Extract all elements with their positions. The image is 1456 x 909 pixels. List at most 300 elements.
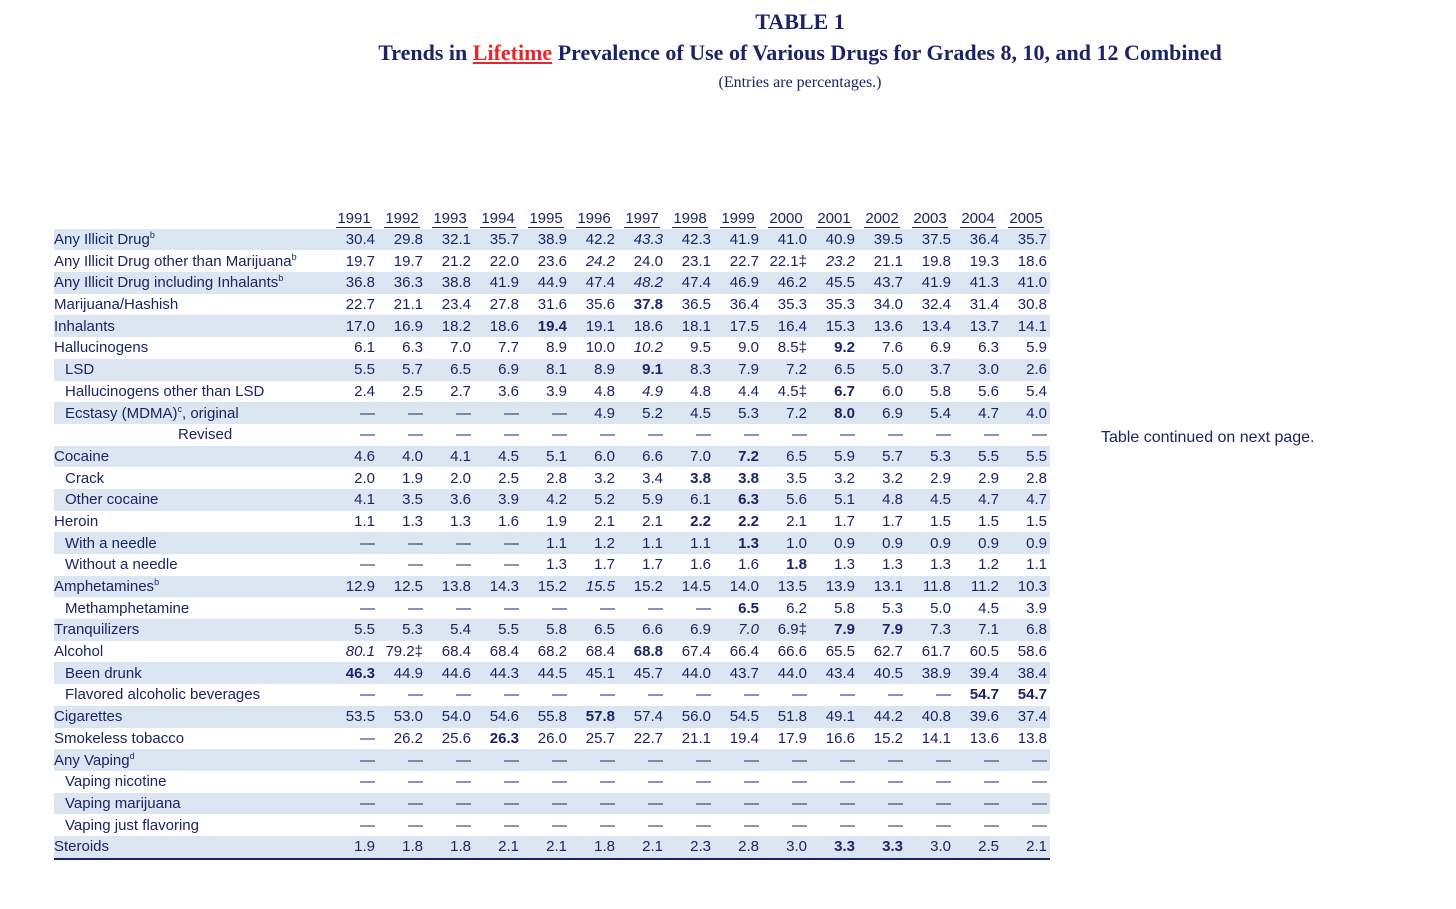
value-cell: 6.5 — [570, 619, 618, 641]
value-cell: — — [744, 426, 759, 444]
value-cell: 2.9 — [930, 469, 951, 487]
year-header — [1002, 207, 1050, 229]
value-cell: 0.9 — [906, 532, 954, 554]
value-cell: 54.7 — [1017, 686, 1047, 704]
value-cell: — — [888, 686, 903, 704]
value-cell: 5.5 — [330, 359, 378, 381]
row-label-text: Cocaine — [54, 447, 110, 465]
value-cell: 8.3 — [666, 359, 714, 381]
value-cell: 13.8 — [426, 576, 474, 598]
value-cell: 23.1 — [681, 252, 711, 270]
value-cell: — — [504, 686, 519, 704]
value-cell: 23.2 — [825, 252, 855, 270]
value-cell: 2.1 — [618, 836, 666, 859]
value-cell: 3.2 — [594, 469, 615, 487]
value-cell: 37.4 — [1002, 706, 1050, 728]
value-cell: 4.5‡ — [777, 382, 807, 400]
value-cell: 3.2 — [834, 469, 855, 487]
value-cell: 1.8 — [426, 836, 474, 859]
row-label-text: Any Illicit Drug — [54, 231, 150, 249]
year-label: 2001 — [817, 209, 851, 227]
value-cell: 35.7 — [474, 229, 522, 251]
value-cell: — — [456, 686, 471, 704]
row-label-text: Alcohol — [54, 643, 104, 661]
table-title — [300, 36, 1300, 70]
value-cell: 68.4 — [585, 643, 615, 661]
footnote-marker: c — [177, 403, 182, 414]
row-label-text: Revised — [178, 426, 233, 444]
value-cell: 5.8 — [930, 382, 951, 400]
value-cell: — — [600, 599, 615, 617]
row-label — [54, 749, 330, 771]
value-cell: 41.0 — [762, 229, 810, 251]
value-cell: 36.3 — [378, 272, 426, 294]
value-cell: 19.3 — [969, 252, 999, 270]
value-cell: 2.1 — [642, 512, 663, 530]
value-cell: — — [456, 599, 471, 617]
value-cell: — — [378, 402, 426, 424]
row-label — [54, 728, 330, 750]
value-cell: 41.9 — [714, 229, 762, 251]
value-cell: — — [456, 556, 471, 574]
row-label-text: Amphetamines — [54, 578, 155, 596]
prevalence-table — [54, 207, 1050, 860]
value-cell: 0.9 — [810, 532, 858, 554]
value-cell: 1.1 — [522, 532, 570, 554]
value-cell: 8.9 — [546, 339, 567, 357]
year-label: 2002 — [865, 209, 899, 227]
value-cell: 4.8 — [594, 382, 615, 400]
value-cell: 1.7 — [882, 512, 903, 530]
value-cell: — — [858, 793, 906, 815]
value-cell: 54.5 — [714, 706, 762, 728]
value-cell: — — [618, 793, 666, 815]
value-cell: 6.5 — [426, 359, 474, 381]
value-cell: 1.3 — [714, 532, 762, 554]
value-cell: 2.3 — [666, 836, 714, 859]
value-cell: 54.6 — [474, 706, 522, 728]
value-cell: — — [426, 532, 474, 554]
table-row — [54, 662, 1050, 684]
value-cell: 14.1 — [1002, 315, 1050, 337]
value-cell: 1.3 — [450, 512, 471, 530]
value-cell: 21.2 — [441, 252, 471, 270]
table-row — [54, 250, 1050, 272]
value-cell: 14.0 — [714, 576, 762, 598]
row-label — [54, 359, 330, 381]
value-cell: 66.6 — [777, 643, 807, 661]
value-cell: 1.3 — [882, 556, 903, 574]
table-row — [54, 684, 1050, 706]
value-cell: 4.7 — [1002, 489, 1050, 511]
value-cell: 19.8 — [921, 252, 951, 270]
value-cell: 2.8 — [546, 469, 567, 487]
row-label — [54, 619, 330, 641]
value-cell: 4.7 — [954, 402, 1002, 424]
value-cell: 6.9‡ — [762, 619, 810, 641]
value-cell: 35.3 — [825, 296, 855, 314]
table-row — [54, 749, 1050, 771]
table-row — [54, 532, 1050, 554]
table-row — [54, 511, 1050, 533]
value-cell: 2.5 — [402, 382, 423, 400]
value-cell: 1.8 — [378, 836, 426, 859]
year-header — [378, 207, 426, 229]
value-cell: — — [552, 816, 567, 834]
row-label-suffix: , original — [182, 404, 239, 422]
row-label-text: Hallucinogens other than LSD — [65, 382, 265, 400]
value-cell: 14.5 — [666, 576, 714, 598]
row-label — [54, 597, 330, 619]
row-label-text: Hallucinogens — [54, 339, 149, 357]
value-cell: 15.2 — [873, 729, 903, 747]
year-label: 1997 — [625, 209, 659, 227]
value-cell: — — [456, 816, 471, 834]
value-cell: — — [648, 773, 663, 791]
value-cell: 7.3 — [906, 619, 954, 641]
value-cell: 7.0 — [450, 339, 471, 357]
value-cell: 3.5 — [378, 489, 426, 511]
table-row — [54, 554, 1050, 576]
value-cell: 5.8 — [522, 619, 570, 641]
value-cell: 0.9 — [1002, 532, 1050, 554]
year-header — [618, 207, 666, 229]
value-cell: 6.7 — [834, 382, 855, 400]
row-label — [54, 424, 330, 446]
value-cell: 32.1 — [426, 229, 474, 251]
value-cell: — — [744, 773, 759, 791]
year-header — [474, 207, 522, 229]
value-cell: 2.4 — [354, 382, 375, 400]
value-cell: 18.6 — [1017, 252, 1047, 270]
value-cell: 1.3 — [930, 556, 951, 574]
footnote-marker: b — [149, 230, 155, 241]
year-header — [954, 207, 1002, 229]
value-cell: — — [504, 426, 519, 444]
value-cell: 39.5 — [858, 229, 906, 251]
value-cell: 36.4 — [729, 296, 759, 314]
value-cell: 7.1 — [954, 619, 1002, 641]
value-cell: — — [696, 773, 711, 791]
value-cell: 61.7 — [921, 643, 951, 661]
value-cell: 2.5 — [954, 836, 1002, 859]
value-cell: — — [666, 749, 714, 771]
value-cell: — — [666, 793, 714, 815]
table-row — [54, 728, 1050, 750]
value-cell: 68.4 — [441, 643, 471, 661]
value-cell: 1.9 — [546, 512, 567, 530]
value-cell: 25.6 — [441, 729, 471, 747]
value-cell: 22.1‡ — [769, 252, 807, 270]
value-cell: 1.8 — [570, 836, 618, 859]
value-cell: 1.7 — [594, 556, 615, 574]
value-cell: 31.6 — [537, 296, 567, 314]
value-cell: 62.7 — [873, 643, 903, 661]
value-cell: 7.2 — [762, 359, 810, 381]
row-label-text: Crack — [65, 469, 105, 487]
value-cell: 1.5 — [1026, 512, 1047, 530]
value-cell: 57.8 — [570, 706, 618, 728]
value-cell: 46.9 — [714, 272, 762, 294]
value-cell: 42.2 — [570, 229, 618, 251]
value-cell: 18.1 — [666, 315, 714, 337]
value-cell: 54.0 — [426, 706, 474, 728]
value-cell: 6.6 — [618, 446, 666, 468]
value-cell: 1.2 — [978, 556, 999, 574]
value-cell: — — [474, 402, 522, 424]
value-cell: 13.5 — [762, 576, 810, 598]
value-cell: 5.6 — [978, 382, 999, 400]
value-cell: 2.2 — [690, 512, 711, 530]
value-cell: 4.6 — [330, 446, 378, 468]
row-label-text: Vaping nicotine — [65, 773, 167, 791]
value-cell: 6.0 — [882, 382, 903, 400]
value-cell: — — [600, 773, 615, 791]
row-label — [54, 706, 330, 728]
table-body — [54, 229, 1050, 859]
value-cell: 5.4 — [1026, 382, 1047, 400]
value-cell: 8.0 — [810, 402, 858, 424]
value-cell: 3.7 — [906, 359, 954, 381]
value-cell: 6.1 — [666, 489, 714, 511]
value-cell: 17.9 — [777, 729, 807, 747]
value-cell: 25.7 — [585, 729, 615, 747]
value-cell: 68.4 — [489, 643, 519, 661]
value-cell: 80.1 — [345, 643, 375, 661]
value-cell: 3.8 — [690, 469, 711, 487]
value-cell: 5.3 — [906, 446, 954, 468]
value-cell: 43.7 — [858, 272, 906, 294]
value-cell: 30.4 — [330, 229, 378, 251]
value-cell: 6.3 — [402, 339, 423, 357]
value-cell: 2.0 — [354, 469, 375, 487]
value-cell: 47.4 — [666, 272, 714, 294]
value-cell: 36.4 — [954, 229, 1002, 251]
footnote-marker: b — [291, 251, 297, 262]
value-cell: 15.5 — [570, 576, 618, 598]
value-cell: 46.2 — [762, 272, 810, 294]
table-row — [54, 814, 1050, 836]
year-header — [762, 207, 810, 229]
value-cell: 31.4 — [969, 296, 999, 314]
row-label — [54, 467, 330, 489]
value-cell: 3.6 — [426, 489, 474, 511]
value-cell: — — [408, 686, 423, 704]
value-cell: 5.3 — [714, 402, 762, 424]
value-cell: 5.8 — [834, 599, 855, 617]
value-cell: 9.1 — [618, 359, 666, 381]
row-label — [54, 836, 330, 859]
value-cell: — — [984, 773, 999, 791]
value-cell: — — [600, 816, 615, 834]
value-cell: — — [792, 773, 807, 791]
value-cell: 21.1 — [681, 729, 711, 747]
value-cell: 9.2 — [834, 339, 855, 357]
year-label: 1994 — [481, 209, 515, 227]
value-cell: 79.2‡ — [385, 643, 423, 661]
value-cell: — — [456, 773, 471, 791]
table-subtitle: (Entries are percentages.) — [718, 74, 882, 91]
table-row — [54, 446, 1050, 468]
title-prefix: Trends in — [378, 40, 473, 65]
value-cell: 43.4 — [810, 662, 858, 684]
value-cell: 3.0 — [762, 836, 810, 859]
value-cell: 1.1 — [618, 532, 666, 554]
value-cell: 14.1 — [921, 729, 951, 747]
value-cell: 1.5 — [930, 512, 951, 530]
value-cell: 40.5 — [858, 662, 906, 684]
table-row — [54, 359, 1050, 381]
year-label: 1996 — [577, 209, 611, 227]
value-cell: 2.1 — [594, 512, 615, 530]
value-cell: 14.3 — [474, 576, 522, 598]
value-cell: 2.1 — [1002, 836, 1050, 859]
value-cell: — — [618, 749, 666, 771]
table-row — [54, 597, 1050, 619]
row-label-text: LSD — [65, 361, 95, 379]
value-cell: 24.2 — [585, 252, 615, 270]
value-cell: — — [408, 816, 423, 834]
value-cell: — — [954, 749, 1002, 771]
value-cell: 37.8 — [633, 296, 663, 314]
row-label — [54, 684, 330, 706]
table-row — [54, 424, 1050, 446]
value-cell: 2.1 — [522, 836, 570, 859]
value-cell: — — [522, 402, 570, 424]
row-label-text: Ecstasy (MDMA) — [65, 404, 178, 422]
value-cell: 2.0 — [450, 469, 471, 487]
value-cell: 26.3 — [489, 729, 519, 747]
value-cell: — — [330, 402, 378, 424]
value-cell: 41.3 — [954, 272, 1002, 294]
row-label-text: Been drunk — [65, 664, 142, 682]
value-cell: 7.9 — [714, 359, 762, 381]
value-cell: 13.8 — [1017, 729, 1047, 747]
row-label — [54, 250, 330, 272]
value-cell: 3.0 — [954, 359, 1002, 381]
value-cell: 5.0 — [930, 599, 951, 617]
value-cell: 41.9 — [906, 272, 954, 294]
row-label — [54, 532, 330, 554]
value-cell: — — [648, 599, 663, 617]
value-cell: 10.0 — [585, 339, 615, 357]
table-row — [54, 229, 1050, 251]
value-cell: 65.5 — [825, 643, 855, 661]
footnote-marker: d — [129, 750, 135, 761]
value-cell: 30.8 — [1017, 296, 1047, 314]
value-cell: 34.0 — [873, 296, 903, 314]
row-label-text: Without a needle — [65, 556, 178, 574]
value-cell: 10.3 — [1002, 576, 1050, 598]
value-cell: 32.4 — [921, 296, 951, 314]
value-cell: 6.3 — [978, 339, 999, 357]
value-cell: 17.5 — [714, 315, 762, 337]
value-cell: — — [792, 426, 807, 444]
value-cell: 7.9 — [858, 619, 906, 641]
value-cell: — — [474, 749, 522, 771]
value-cell: — — [840, 816, 855, 834]
value-cell: 11.2 — [954, 576, 1002, 598]
year-header — [426, 207, 474, 229]
value-cell: — — [360, 426, 375, 444]
value-cell: 55.8 — [522, 706, 570, 728]
value-cell: 66.4 — [729, 643, 759, 661]
value-cell: — — [792, 816, 807, 834]
value-cell: — — [936, 773, 951, 791]
value-cell: 1.7 — [834, 512, 855, 530]
value-cell: 67.4 — [681, 643, 711, 661]
value-cell: 13.6 — [858, 315, 906, 337]
value-cell: 48.2 — [618, 272, 666, 294]
value-cell: — — [936, 426, 951, 444]
table-row — [54, 576, 1050, 598]
value-cell: — — [426, 402, 474, 424]
value-cell: 16.4 — [762, 315, 810, 337]
value-cell: 7.0 — [714, 619, 762, 641]
table-row — [54, 337, 1050, 359]
value-cell: 19.7 — [345, 252, 375, 270]
value-cell: 38.9 — [906, 662, 954, 684]
value-cell: — — [522, 749, 570, 771]
value-cell: 1.0 — [762, 532, 810, 554]
table-row — [54, 706, 1050, 728]
title-suffix: Prevalence of Use of Various Drugs for Grades 8, 10, and 12 Combined — [552, 40, 1222, 65]
value-cell: — — [714, 749, 762, 771]
value-cell: 3.5 — [786, 469, 807, 487]
value-cell: — — [762, 793, 810, 815]
value-cell: — — [648, 816, 663, 834]
value-cell: — — [360, 729, 375, 747]
value-cell: — — [936, 816, 951, 834]
value-cell: 13.7 — [954, 315, 1002, 337]
value-cell: 6.5 — [762, 446, 810, 468]
value-cell: 1.3 — [834, 556, 855, 574]
table-row — [54, 836, 1050, 859]
value-cell: 7.9 — [810, 619, 858, 641]
table-row — [54, 272, 1050, 294]
row-label — [54, 576, 330, 598]
table-row — [54, 315, 1050, 337]
value-cell: 3.9 — [1026, 599, 1047, 617]
value-cell: 6.5 — [738, 599, 759, 617]
value-cell: 4.8 — [858, 489, 906, 511]
value-cell: 2.8 — [1026, 469, 1047, 487]
value-cell: — — [744, 816, 759, 834]
value-cell: 6.9 — [474, 359, 522, 381]
value-cell: 0.9 — [858, 532, 906, 554]
value-cell: 27.8 — [489, 296, 519, 314]
value-cell: 44.9 — [522, 272, 570, 294]
value-cell: 23.6 — [537, 252, 567, 270]
value-cell: 36.5 — [681, 296, 711, 314]
value-cell: 4.0 — [1002, 402, 1050, 424]
value-cell: 7.0 — [666, 446, 714, 468]
value-cell: — — [378, 749, 426, 771]
value-cell: 1.7 — [642, 556, 663, 574]
value-cell: 6.5 — [810, 359, 858, 381]
value-cell: 2.7 — [450, 382, 471, 400]
year-header — [858, 207, 906, 229]
value-cell: 5.1 — [810, 489, 858, 511]
value-cell: 7.2 — [762, 402, 810, 424]
value-cell: — — [552, 686, 567, 704]
value-cell: 4.5 — [978, 599, 999, 617]
value-cell: 46.3 — [330, 662, 378, 684]
table-row — [54, 381, 1050, 403]
value-cell: 9.5 — [690, 339, 711, 357]
value-cell: 41.9 — [474, 272, 522, 294]
value-cell: 6.9 — [930, 339, 951, 357]
